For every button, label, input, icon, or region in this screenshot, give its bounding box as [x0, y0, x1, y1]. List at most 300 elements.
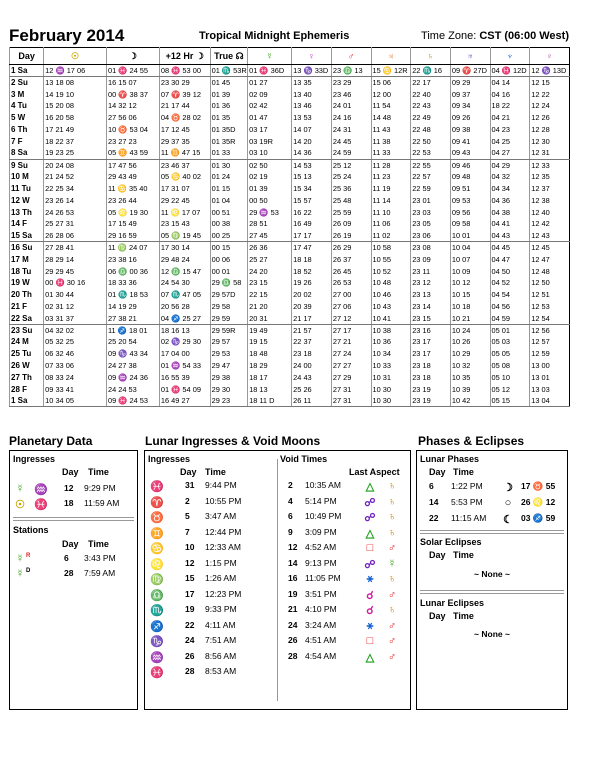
cell-moon-12hr: 04 ♐ 25 27: [159, 312, 210, 324]
cell-moon-12hr: 16 49 27: [159, 395, 210, 407]
cell-mars: 25 12: [331, 159, 371, 171]
header: [9, 26, 569, 46]
station-flag: D: [26, 568, 31, 574]
stations-day-header: Day: [62, 539, 79, 549]
table-row: [10, 383, 570, 395]
cell-moon: 24 24 53: [107, 383, 160, 395]
phase-position: 03 ♐ 59: [521, 513, 556, 523]
column-header-saturn: ♄: [411, 48, 451, 65]
table-row: [10, 147, 570, 159]
cell-true-node: 29 30: [210, 383, 247, 395]
cell-moon: 14 19 29: [107, 301, 160, 313]
table-row: [10, 218, 570, 230]
column-header-true-node: True ☊: [210, 48, 247, 65]
cell-mars: 25 36: [331, 183, 371, 195]
cell-neptune: 04 34: [490, 183, 530, 195]
cell-mars: 23 29: [331, 77, 371, 89]
day-cell: 26 W: [10, 360, 44, 372]
cell-moon-12hr: 29 37 35: [159, 135, 210, 147]
cell-jupiter: 10 41: [371, 312, 411, 324]
sign-icon: ♎: [150, 589, 164, 602]
tz-label: Time Zone:: [421, 30, 477, 42]
ingress-day: 10: [185, 542, 195, 552]
cell-moon-12hr: 24 54 30: [159, 277, 210, 289]
void-time: 3:51 PM: [305, 588, 337, 599]
ephemeris-body: [10, 65, 570, 407]
void-day: 24: [288, 619, 298, 630]
cell-mercury: 18 48: [248, 348, 292, 360]
cell-venus: 24 43: [292, 371, 332, 383]
cell-neptune: 04 14: [490, 77, 530, 89]
lunar-box: [144, 450, 411, 710]
day-cell: 8 Sa: [10, 147, 44, 159]
cell-venus: 13 40: [292, 88, 332, 100]
cell-jupiter: 10 36: [371, 336, 411, 348]
cell-moon: 09 ♒ 24 36: [107, 371, 160, 383]
sign-icon: ♉: [150, 512, 164, 524]
ephemeris-table: [9, 47, 570, 407]
cell-true-node: 29 59: [210, 312, 247, 324]
phase-time: 5:53 PM: [451, 497, 483, 507]
cell-true-node: 29 57D: [210, 289, 247, 301]
planet-icon: ♂: [387, 619, 397, 632]
column-header-jupiter: ♃: [371, 48, 411, 65]
solar-time-header: Time: [453, 550, 474, 560]
cell-pluto: 12 50: [530, 277, 570, 289]
cell-pluto: 12 59: [530, 348, 570, 360]
cell-mercury: 01 39: [248, 183, 292, 195]
ingress-day: 19: [185, 604, 195, 614]
cell-mars: 26 37: [331, 253, 371, 265]
cell-moon: 23 26 44: [107, 194, 160, 206]
cell-true-node: 00 51: [210, 206, 247, 218]
cell-moon-12hr: 05 ♋ 40 02: [159, 171, 210, 183]
lunar-day-header: Day: [180, 467, 197, 477]
cell-mercury: 25 27: [248, 253, 292, 265]
cell-true-node: 29 57: [210, 336, 247, 348]
ingress-day: 7: [185, 526, 190, 537]
cell-neptune: 04 21: [490, 112, 530, 124]
cell-moon: 05 ♊ 43 59: [107, 147, 160, 159]
cell-moon: 14 32 12: [107, 100, 160, 112]
void-time: 3:09 PM: [305, 526, 337, 537]
cell-uranus: 10 09: [450, 265, 490, 277]
cell-sun: 10 34 05: [44, 395, 107, 407]
cell-venus: 17 17: [292, 230, 332, 242]
cell-neptune: 04 32: [490, 171, 530, 183]
column-header-day: Day: [10, 48, 44, 65]
cell-mercury: 21 20: [248, 301, 292, 313]
cell-uranus: 10 12: [450, 277, 490, 289]
cell-venus: 16 49: [292, 218, 332, 230]
cell-neptune: 05 01: [490, 324, 530, 336]
cell-true-node: 29 38: [210, 371, 247, 383]
day-cell: 6 Th: [10, 124, 44, 136]
cell-venus: 20 39: [292, 301, 332, 313]
ingress-time: 8:56 AM: [205, 650, 237, 661]
cell-mars: 27 31: [331, 395, 371, 407]
cell-jupiter: 10 33: [371, 360, 411, 372]
cell-jupiter: 10 55: [371, 253, 411, 265]
station-day: 6: [64, 553, 69, 563]
cell-uranus: 09 51: [450, 183, 490, 195]
cell-moon: 17 47 56: [107, 159, 160, 171]
cell-venus: 16 22: [292, 206, 332, 218]
cell-mars: 26 53: [331, 277, 371, 289]
cell-pluto: 12 42: [530, 218, 570, 230]
column-header-neptune: ♆: [490, 48, 530, 65]
cell-pluto: 13 03: [530, 383, 570, 395]
table-row: [10, 336, 570, 348]
cell-saturn: 22 57: [411, 171, 451, 183]
table-row: [10, 312, 570, 324]
cell-moon-12hr: 05 ♍ 19 45: [159, 230, 210, 242]
cell-venus: 23 18: [292, 348, 332, 360]
cell-mercury: 02 09: [248, 88, 292, 100]
table-row: [10, 171, 570, 183]
void-time: 4:10 PM: [305, 604, 337, 614]
ingress-time: 4:11 AM: [205, 619, 236, 630]
sign-icon: ♒: [150, 651, 164, 664]
cell-mars: 27 31: [331, 383, 371, 395]
cell-pluto: 13 00: [530, 360, 570, 372]
cell-uranus: 10 42: [450, 395, 490, 407]
table-row: [10, 242, 570, 254]
cell-uranus: 10 07: [450, 253, 490, 265]
planetary-day-header: Day: [62, 467, 79, 477]
cell-neptune: 04 ♓ 12D: [490, 65, 530, 77]
ingress-time: 7:51 AM: [205, 635, 237, 645]
station-day: 28: [64, 568, 74, 578]
cell-neptune: 18 22: [490, 100, 530, 112]
cell-mars: 26 29: [331, 242, 371, 254]
cell-neptune: 04 29: [490, 159, 530, 171]
moon-phase-icon: ○: [504, 497, 512, 509]
ingress-day: 12: [64, 483, 74, 493]
cell-neptune: 04 16: [490, 88, 530, 100]
ingress-time: 10:55 PM: [205, 495, 242, 506]
cell-neptune: 05 08: [490, 360, 530, 372]
table-row: [10, 289, 570, 301]
cell-pluto: 12 45: [530, 242, 570, 254]
cell-moon-12hr: 01 ♒ 54 33: [159, 360, 210, 372]
table-row: [10, 253, 570, 265]
cell-uranus: 10 32: [450, 360, 490, 372]
cell-neptune: 04 59: [490, 312, 530, 324]
cell-moon-12hr: 21 17 44: [159, 100, 210, 112]
cell-pluto: 12 53: [530, 301, 570, 313]
planet-icon: ♂: [387, 588, 397, 601]
cell-venus: 21 17: [292, 312, 332, 324]
sign-icon: ♑: [150, 636, 164, 648]
phase-position: 17 ♉ 55: [521, 481, 556, 491]
ingress-time: 9:44 PM: [205, 480, 237, 490]
cell-pluto: 12 37: [530, 183, 570, 195]
cell-pluto: 12 15: [530, 77, 570, 89]
cell-saturn: 23 03: [411, 206, 451, 218]
void-day: 4: [288, 495, 293, 506]
aspect-icon: △: [365, 651, 375, 664]
cell-sun: 15 20 08: [44, 100, 107, 112]
ingress-time: 1:15 PM: [205, 557, 237, 568]
phases-box: [416, 450, 568, 710]
cell-saturn: 22 53: [411, 147, 451, 159]
cell-saturn: 23 17: [411, 348, 451, 360]
table-row: [10, 395, 570, 407]
day-cell: 2 Su: [10, 77, 44, 89]
station-time: 7:59 AM: [84, 568, 116, 578]
day-cell: 10 M: [10, 171, 44, 183]
cell-uranus: 09 29: [450, 77, 490, 89]
ingress-day: 2: [185, 495, 190, 506]
day-cell: 3 M: [10, 88, 44, 100]
cell-sun: 04 32 02: [44, 324, 107, 336]
cell-true-node: 01 24: [210, 171, 247, 183]
cell-moon: 27 38 21: [107, 312, 160, 324]
cell-saturn: 23 17: [411, 336, 451, 348]
cell-true-node: 29 47: [210, 360, 247, 372]
day-cell: 5 W: [10, 112, 44, 124]
cell-true-node: 01 35R: [210, 135, 247, 147]
cell-mars: 23 ♎ 13: [331, 65, 371, 77]
ingress-time: 12:44 PM: [205, 526, 242, 537]
table-row: [10, 265, 570, 277]
cell-mercury: 01 47: [248, 112, 292, 124]
lunar-ecl-time-header: Time: [453, 611, 474, 621]
cell-pluto: 12 57: [530, 336, 570, 348]
table-row: [10, 124, 570, 136]
cell-jupiter: 14 48: [371, 112, 411, 124]
cell-venus: 14 20: [292, 135, 332, 147]
lunar-phases-label: Lunar Phases: [420, 454, 480, 464]
cell-mars: 24 59: [331, 147, 371, 159]
sign-icon: ♊: [150, 527, 164, 540]
cell-neptune: 04 54: [490, 289, 530, 301]
aspect-icon: ☍: [364, 496, 376, 509]
cell-moon: 01 ♏ 18 53: [107, 289, 160, 301]
phase-day: 14: [429, 497, 439, 507]
planet-icon: ☿: [15, 483, 25, 495]
planet-icon: ☿: [15, 568, 25, 580]
cell-pluto: 12 28: [530, 124, 570, 136]
ingress-time: 3:47 AM: [205, 511, 237, 521]
cell-venus: 13 46: [292, 100, 332, 112]
cell-true-node: 00 06: [210, 253, 247, 265]
cell-jupiter: 11 14: [371, 194, 411, 206]
cell-sun: 18 22 37: [44, 135, 107, 147]
cell-true-node: 01 36: [210, 100, 247, 112]
cell-sun: 09 33 41: [44, 383, 107, 395]
planet-icon: ☉: [15, 499, 25, 511]
cell-moon: 01 ♓ 24 55: [107, 65, 160, 77]
cell-saturn: 22 17: [411, 77, 451, 89]
cell-saturn: 23 19: [411, 383, 451, 395]
void-day: 28: [288, 650, 298, 661]
cell-jupiter: 10 48: [371, 277, 411, 289]
cell-venus: 14 53: [292, 159, 332, 171]
cell-venus: 13 53: [292, 112, 332, 124]
sign-icon: ♍: [150, 574, 164, 586]
table-row: [10, 183, 570, 195]
cell-moon-12hr: 11 ♊ 47 15: [159, 147, 210, 159]
cell-saturn: 22 40: [411, 88, 451, 100]
cell-moon-12hr: 04 ♉ 28 02: [159, 112, 210, 124]
day-cell: 7 F: [10, 135, 44, 147]
cell-mercury: 29 ♒ 53: [248, 206, 292, 218]
cell-sun: 01 30 44: [44, 289, 107, 301]
cell-moon-12hr: 17 12 45: [159, 124, 210, 136]
cell-jupiter: 11 02: [371, 230, 411, 242]
aspect-icon: ☌: [366, 605, 374, 617]
cell-pluto: 13 04: [530, 395, 570, 407]
ingress-time: 12:23 PM: [205, 588, 242, 599]
aspect-icon: ☌: [366, 589, 374, 602]
cell-sun: 22 25 34: [44, 183, 107, 195]
sign-icon: ♓: [150, 481, 164, 493]
cell-moon-12hr: 07 ♏ 47 05: [159, 289, 210, 301]
lunar-none: ~ None ~: [474, 629, 510, 639]
table-row: [10, 77, 570, 89]
cell-mercury: 23 15: [248, 277, 292, 289]
cell-mercury: 19 49: [248, 324, 292, 336]
ingress-day: 26: [185, 650, 195, 661]
cell-saturn: 22 55: [411, 159, 451, 171]
cell-mars: 24 45: [331, 135, 371, 147]
planetary-time-header: Time: [88, 467, 109, 477]
cell-uranus: 10 24: [450, 324, 490, 336]
cell-pluto: 12 51: [530, 289, 570, 301]
cell-mars: 27 24: [331, 348, 371, 360]
table-row: [10, 371, 570, 383]
cell-saturn: 23 18: [411, 360, 451, 372]
cell-moon-12hr: 29 48 24: [159, 253, 210, 265]
day-cell: 12 W: [10, 194, 44, 206]
void-day: 6: [288, 511, 293, 521]
void-time: 4:52 AM: [305, 542, 337, 552]
table-row: [10, 277, 570, 289]
table-row: [10, 230, 570, 242]
cell-saturn: 23 18: [411, 371, 451, 383]
cell-mars: 24 31: [331, 124, 371, 136]
cell-uranus: 10 18: [450, 301, 490, 313]
cell-true-node: 00 38: [210, 218, 247, 230]
void-day: 14: [288, 557, 298, 568]
cell-moon-12hr: 12 ♎ 15 47: [159, 265, 210, 277]
cell-moon: 10 ♉ 53 04: [107, 124, 160, 136]
planet-icon: ♂: [387, 635, 397, 647]
cell-uranus: 09 ♈ 27D: [450, 65, 490, 77]
cell-mars: 25 24: [331, 171, 371, 183]
day-cell: 28 F: [10, 383, 44, 395]
void-time: 3:24 AM: [305, 619, 337, 630]
cell-true-node: 01 35D: [210, 124, 247, 136]
cell-uranus: 10 35: [450, 371, 490, 383]
solar-day-header: Day: [429, 550, 446, 560]
cell-moon-12hr: 17 30 14: [159, 242, 210, 254]
cell-jupiter: 11 54: [371, 100, 411, 112]
cell-uranus: 09 56: [450, 206, 490, 218]
cell-venus: 15 34: [292, 183, 332, 195]
cell-pluto: 13 01: [530, 371, 570, 383]
cell-sun: 07 33 06: [44, 360, 107, 372]
cell-uranus: 09 26: [450, 112, 490, 124]
time-zone: [421, 30, 569, 42]
station-flag: R: [26, 553, 31, 559]
lunar-time-header: Time: [205, 467, 226, 477]
cell-true-node: 01 45: [210, 77, 247, 89]
cell-mercury: 03 10: [248, 147, 292, 159]
day-cell: 18 Tu: [10, 265, 44, 277]
sign-icon: ♋: [150, 543, 164, 555]
cell-jupiter: 10 30: [371, 395, 411, 407]
cell-uranus: 09 53: [450, 194, 490, 206]
cell-neptune: 04 23: [490, 124, 530, 136]
cell-uranus: 10 15: [450, 289, 490, 301]
cell-mars: 27 00: [331, 289, 371, 301]
cell-true-node: 01 35: [210, 112, 247, 124]
cell-mars: 26 45: [331, 265, 371, 277]
cell-mercury: 22 15: [248, 289, 292, 301]
cell-sun: 14 19 10: [44, 88, 107, 100]
cell-mercury: 18 11 D: [248, 395, 292, 407]
cell-uranus: 10 21: [450, 312, 490, 324]
phase-day: 6: [429, 481, 434, 491]
lunar-ingresses-label: Ingresses: [148, 454, 191, 464]
ephemeris-header-row: [10, 48, 570, 65]
cell-mercury: 28 51: [248, 218, 292, 230]
cell-sun: 12 ♒ 17 06: [44, 65, 107, 77]
stations-label: Stations: [13, 525, 49, 535]
cell-jupiter: 11 33: [371, 147, 411, 159]
column-header-pluto: ♇: [530, 48, 570, 65]
ingress-day: 12: [185, 557, 195, 568]
planet-icon: ♄: [387, 573, 397, 585]
day-cell: 22 Sa: [10, 312, 44, 324]
void-day: 26: [288, 635, 298, 645]
cell-mercury: 02 19: [248, 171, 292, 183]
cell-pluto: 12 33: [530, 159, 570, 171]
cell-venus: 24 00: [292, 360, 332, 372]
cell-moon: 27 56 06: [107, 112, 160, 124]
cell-uranus: 09 46: [450, 159, 490, 171]
cell-neptune: 04 27: [490, 147, 530, 159]
phase-day: 22: [429, 513, 439, 523]
cell-jupiter: 10 52: [371, 265, 411, 277]
cell-moon-12hr: 01 ♓ 54 09: [159, 383, 210, 395]
last-aspect-label: Last Aspect: [349, 467, 400, 477]
cell-jupiter: 12 00: [371, 88, 411, 100]
void-time: 10:35 AM: [305, 480, 341, 490]
cell-mars: 26 09: [331, 218, 371, 230]
cell-saturn: 23 12: [411, 277, 451, 289]
stations-time-header: Time: [88, 539, 109, 549]
cell-jupiter: 11 38: [371, 135, 411, 147]
day-cell: 1 Sa: [10, 65, 44, 77]
planet-icon: ♂: [387, 650, 397, 663]
cell-pluto: 12 31: [530, 147, 570, 159]
day-cell: 25 Tu: [10, 348, 44, 360]
cell-neptune: 04 47: [490, 253, 530, 265]
day-cell: 16 Su: [10, 242, 44, 254]
aspect-icon: □: [366, 542, 374, 554]
aspect-icon: ☍: [364, 558, 376, 571]
cell-saturn: 23 14: [411, 301, 451, 313]
cell-sun: 02 31 12: [44, 301, 107, 313]
void-day: 2: [288, 480, 293, 490]
cell-true-node: 29 59R: [210, 324, 247, 336]
ingress-time: 9:33 PM: [205, 604, 237, 614]
cell-mars: 27 29: [331, 371, 371, 383]
